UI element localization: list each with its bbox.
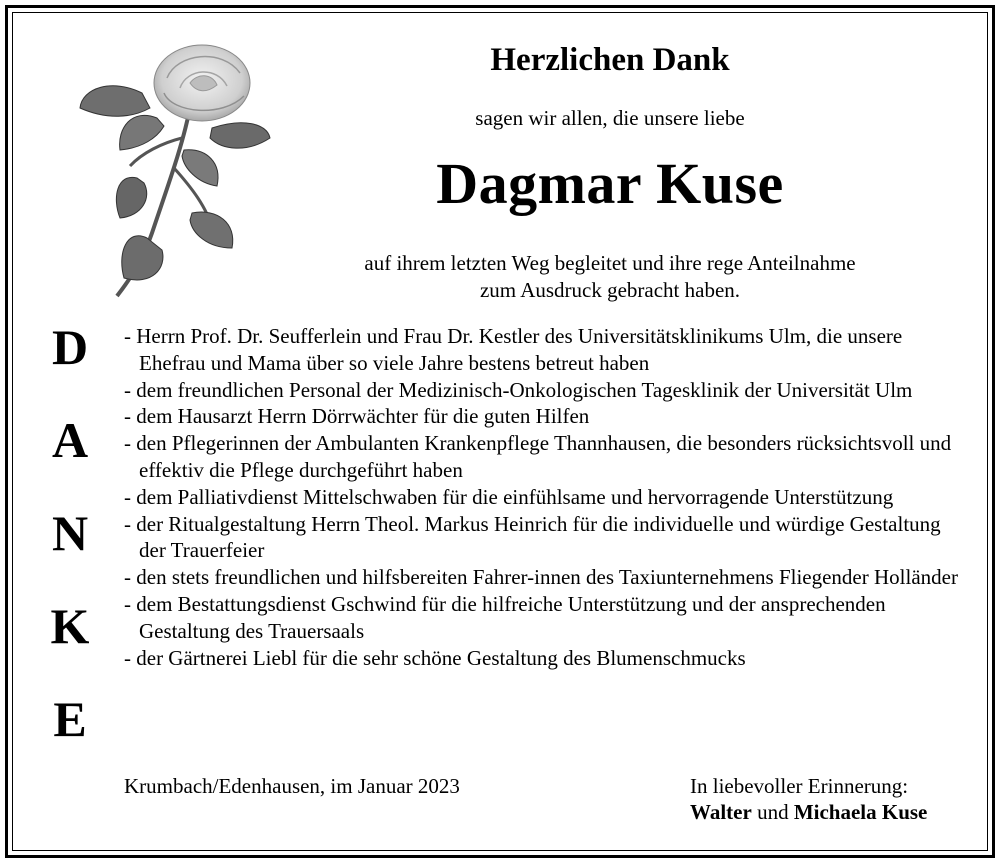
thanks-list [124,323,964,671]
heading: Herzlichen Dank [490,42,730,78]
thanks-item: - Herrn Prof. Dr. Seufferlein und Frau Dr. Kestler des Universitätsklinikums Ulm, die unsere Ehefrau und Mama über so viele Jahre bestens betreut haben [124,324,903,375]
thanks-item: - dem Bestattungsdienst Gschwind für die hilfreiche Unterstützung und der ansprechenden Gestaltung des Trauersaals [124,591,886,643]
danke-letter: D [51,319,89,375]
after-text-line: auf ihrem letzten Weg begleitet und ihre rege Anteilnahme [364,251,856,275]
thanks-item: - den Pflegerinnen der Ambulanten Krankenpflege Thannhausen, die besonders rücksichtsvoll und effektiv die Pflege durchgeführt haben [124,431,952,482]
after-text [300,250,920,304]
thanks-item: - dem Palliativdienst Mittelschwaben für die einfühlsame und hervorragende Unterstützung [124,484,894,509]
signature-second-name: Michaela Kuse [793,800,928,824]
danke-letter: E [53,691,87,747]
thanks-item: - den stets freundlichen und hilfsbereiten Fahrer-innen des Taxiunternehmens Fliegender Holländer [124,565,958,590]
thanks-item: - der Ritualgestaltung Herrn Theol. Markus Heinrich für die individuelle und würdige Gestaltung der Trauerfeier [124,511,941,563]
intro-text: sagen wir allen, die unsere liebe [475,106,745,130]
signature-names [690,800,927,825]
place-date: Krumbach/Edenhausen, im Januar 2023 [124,774,460,798]
thanks-item: - der Gärtnerei Liebl für die sehr schöne Gestaltung des Blumenschmucks [124,645,746,670]
signature-first-name: Walter [690,800,752,824]
after-text-line: zum Ausdruck gebracht haben. [479,278,741,302]
rose-image [72,38,287,303]
thanks-item: - dem Hausarzt Herrn Dörrwächter für die guten Hilfen [124,404,590,429]
danke-letter: A [51,412,89,468]
danke-letter: K [50,598,90,654]
signature-intro: In liebevoller Erinnerung: [690,774,909,798]
signature-conjunction: und [757,800,789,824]
deceased-name: Dagmar Kuse [436,151,784,216]
danke-letter: N [51,505,89,561]
thanks-item: - dem freundlichen Personal der Medizinisch-Onkologischen Tagesklinik der Universität Ulm [124,377,913,402]
